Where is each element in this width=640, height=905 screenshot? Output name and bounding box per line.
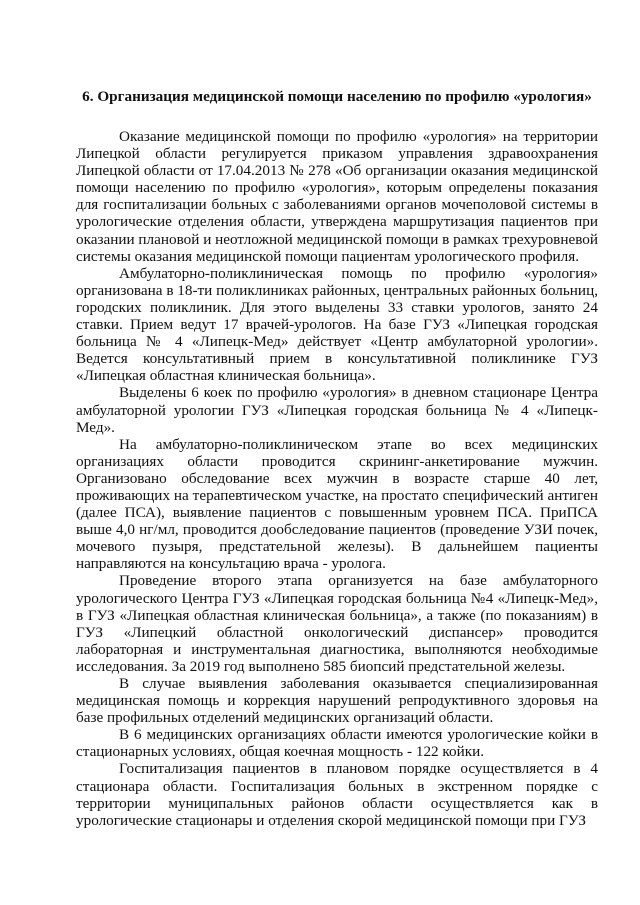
document-page [76, 88, 598, 829]
paragraph-hospitalization: Госпитализация пациентов в плановом порядке осуществляется в 4 стационара области. Госпитализация больных в экстренном порядке с территории муниципальных районов области осуществляется как в урологические стационары и отделения скорой медицинской помощи при ГУЗ [76, 760, 598, 829]
paragraph-screening: На амбулаторно-поликлиническом этапе во всех медицинских организациях области проводится скрининг-анкетирование мужчин. Организовано обследование всех мужчин в возрасте старше 40 лет, проживающих на терапевтическом участке, на простато специфический антиген (далее ПСА), выявление пациентов с повышенным уровнем ПСА. ПриПСА выше 4,0 нг/мл, проводится дообследование пациентов (проведение УЗИ почек, мочевого пузыря, предстательной железы). В дальнейшем пациенты направляются на консультацию врача - уролога. [76, 435, 598, 573]
paragraph-second-stage: Проведение второго этапа организуется на базе амбулаторного урологического Центра ГУЗ «Липецкая городская больница №4 «Липецк-Мед», в ГУЗ «Липецкая областная клиническая больница», а также (по показаниям) в ГУЗ «Липецкий областной онкологический диспансер» проводится лабораторная и инструментальная диагностика, выполняются необходимые исследования. За 2019 год выполнено 585 биопсий предстательной железы. [76, 572, 598, 675]
paragraph-regulation: Оказание медицинской помощи по профилю «урология» на территории Липецкой области регулируется приказом управления здравоохранения Липецкой области от 17.04.2013 № 278 «Об организации оказания медицинской помощи населению по профилю «урология», которым определены показания для госпитализации больных с заболеваниями органов мочеполовой системы в урологические отделения области, утверждена маршрутизация пациентов при оказании плановой и неотложной медицинской помощи в рамках трехуровневой системы оказания медицинской помощи пациентам урологического профиля. [76, 128, 598, 265]
paragraph-day-hospital: Выделены 6 коек по профилю «урология» в дневном стационаре Центра амбулаторной урологии ГУЗ «Липецкая городская больница № 4 «Липецк-Мед». [76, 384, 598, 436]
paragraph-outpatient-care: Амбулаторно-поликлиническая помощь по профилю «урология» организована в 18-ти поликлиниках районных, центральных районных больниц, городских поликлиник. Для этого выделены 33 ставки урологов, занято 24 ставки. Прием ведут 17 врачей-урологов. На базе ГУЗ «Липецкая городская больница № 4 «Липецк-Мед» действует «Центр амбулаторной урологии». Ведется консультативный прием в консультативной поликлинике ГУЗ «Липецкая областная клиническая больница». [76, 264, 598, 385]
paragraph-beds: В 6 медицинских организациях области имеются урологические койки в стационарных условиях, общая коечная мощность - 122 койки. [76, 726, 598, 761]
section-title: 6. Организация медицинской помощи населению по профилю «урология» [82, 88, 592, 105]
paragraph-specialized-care: В случае выявления заболевания оказывается специализированная медицинская помощь и коррекция нарушений репродуктивного здоровья на базе профильных отделений медицинских организаций области. [76, 675, 598, 727]
